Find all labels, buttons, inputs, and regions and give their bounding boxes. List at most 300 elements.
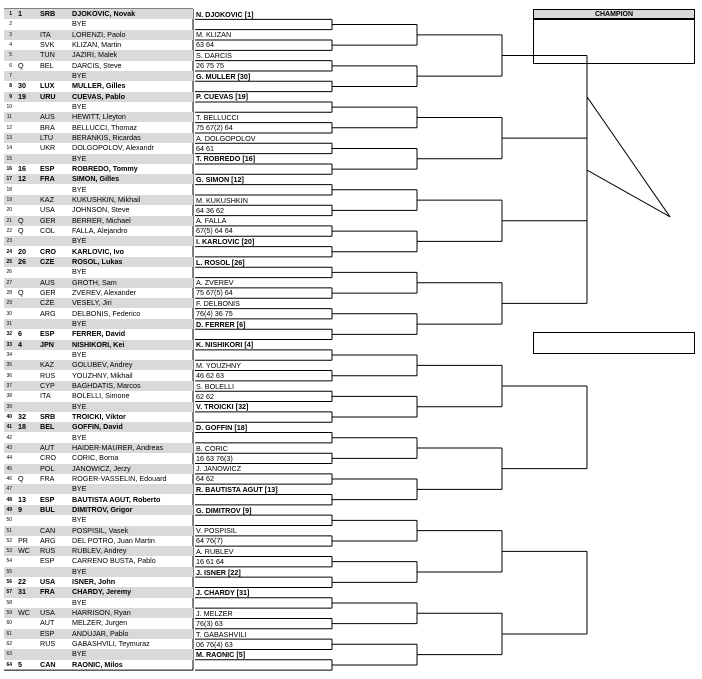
- player-name: CORIC, Borna: [72, 453, 119, 463]
- draw-number: 2: [9, 21, 12, 28]
- player-name: YOUZHNY, Mikhail: [72, 370, 133, 380]
- draw-row: [4, 9, 193, 19]
- draw-number: 8: [9, 83, 12, 90]
- round2-score: 76(4) 36 75: [196, 309, 233, 319]
- draw-number: 30: [6, 310, 12, 317]
- round2-winner: J. MELZER: [196, 608, 233, 618]
- player-name: HEWITT, Lleyton: [72, 112, 126, 122]
- draw-number: 10: [6, 103, 12, 110]
- draw-number: 41: [6, 424, 12, 431]
- draw-number: 40: [6, 413, 12, 420]
- seed-label: 31: [18, 587, 26, 597]
- draw-number: 57: [6, 589, 12, 596]
- round2-winner: S. BOLELLI: [196, 381, 234, 391]
- country-code: BUL: [40, 504, 55, 514]
- player-name: DELBONIS, Federico: [72, 308, 141, 318]
- country-code: LTU: [40, 132, 54, 142]
- player-name: BYE: [72, 597, 87, 607]
- player-name: KLIZAN, Martin: [72, 39, 122, 49]
- draw-number: 1: [9, 11, 12, 17]
- draw-number: 56: [6, 579, 12, 586]
- round2-score: 16 63 76(3): [196, 453, 233, 463]
- player-name: BOLELLI, Simone: [72, 391, 130, 401]
- player-name: KARLOVIC, Ivo: [72, 246, 124, 256]
- draw-row: [4, 422, 193, 432]
- round2-score: 26 75 75: [196, 61, 224, 71]
- player-name: RUBLEV, Andrey: [72, 546, 127, 556]
- draw-row: [4, 205, 193, 215]
- draw-row: [4, 309, 193, 319]
- draw-row: [4, 267, 193, 277]
- draw-row: [4, 19, 193, 29]
- draw-number: 55: [6, 568, 12, 575]
- country-code: CZE: [40, 256, 55, 266]
- draw-row: [4, 515, 193, 525]
- player-name: BYE: [72, 432, 87, 442]
- draw-number: 43: [6, 444, 12, 451]
- draw-row: [4, 391, 193, 401]
- player-name: JOHNSON, Steve: [72, 205, 130, 215]
- player-name: DIMITROV, Grigor: [72, 504, 133, 514]
- draw-number: 31: [6, 320, 12, 327]
- draw-row: [4, 278, 193, 288]
- country-code: USA: [40, 608, 55, 618]
- round2-score: 64 36 62: [196, 205, 224, 215]
- seed-label: 16: [18, 163, 26, 173]
- draw-row: [4, 526, 193, 536]
- draw-number: 64: [6, 661, 12, 668]
- draw-number: 59: [6, 610, 12, 617]
- player-name: CHARDY, Jeremy: [72, 587, 132, 597]
- draw-row: [4, 402, 193, 412]
- seed-label: 5: [18, 659, 22, 669]
- draw-number: 27: [6, 279, 12, 286]
- draw-number: 38: [6, 393, 12, 400]
- draw-number: 5: [9, 52, 12, 59]
- player-name: FALLA, Alejandro: [72, 225, 128, 235]
- seed-label: Q: [18, 60, 24, 70]
- draw-number: 4: [9, 41, 12, 48]
- final-box: [533, 332, 695, 354]
- country-code: ESP: [40, 628, 55, 638]
- player-name: HAIDER-MAURER, Andreas: [72, 442, 164, 452]
- seed-label: 30: [18, 81, 26, 91]
- seed-label: 13: [18, 494, 26, 504]
- country-code: LUX: [40, 81, 55, 91]
- round2-score: 46 62 63: [196, 371, 224, 381]
- country-code: AUT: [40, 442, 55, 452]
- player-name: BYE: [72, 236, 87, 246]
- draw-number: 35: [6, 362, 12, 369]
- round2-score: 75 67(2) 64: [196, 123, 233, 133]
- seed-label: 20: [18, 246, 26, 256]
- round2-winner: L. ROSOL [26]: [196, 257, 245, 267]
- draw-number: 7: [9, 72, 12, 79]
- draw-row: [4, 577, 193, 587]
- round2-winner: M. KLIZAN: [196, 30, 232, 40]
- country-code: ARG: [40, 535, 56, 545]
- draw-row: [4, 556, 193, 566]
- seed-label: 19: [18, 91, 26, 101]
- draw-row: [4, 50, 193, 60]
- player-name: BYE: [72, 484, 87, 494]
- draw-number: 49: [6, 506, 12, 513]
- round2-winner: T. BELLUCCI: [196, 113, 239, 123]
- draw-number: 34: [6, 351, 12, 358]
- round2-winner: J. JANOWICZ: [196, 464, 242, 474]
- draw-row: [4, 102, 193, 112]
- champion-label: CHAMPION: [533, 9, 695, 19]
- player-name: VESELY, Jiri: [72, 298, 112, 308]
- round2-winner: I. KARLOVIC [20]: [196, 237, 255, 247]
- draw-row: [4, 133, 193, 143]
- player-name: ROSOL, Lukas: [72, 256, 123, 266]
- draw-row: [4, 340, 193, 350]
- player-name: ANDUJAR, Pablo: [72, 628, 129, 638]
- draw-number: 17: [6, 176, 12, 183]
- draw-number: 47: [6, 486, 12, 493]
- player-name: BYE: [72, 70, 87, 80]
- round2-winner: D. FERRER [6]: [196, 319, 246, 329]
- draw-row: [4, 660, 193, 670]
- player-name: CARRENO BUSTA, Pablo: [72, 556, 156, 566]
- draw-number: 25: [6, 258, 12, 265]
- player-name: BAGHDATIS, Marcos: [72, 380, 141, 390]
- draw-row: [4, 453, 193, 463]
- draw-row: [4, 412, 193, 422]
- country-code: USA: [40, 577, 56, 587]
- draw-row: [4, 174, 193, 184]
- player-name: ZVEREV, Alexander: [72, 287, 137, 297]
- country-code: AUT: [40, 618, 55, 628]
- country-code: TUN: [40, 50, 55, 60]
- country-code: FRA: [40, 174, 55, 184]
- seed-label: 32: [18, 411, 26, 421]
- seed-label: 12: [18, 174, 26, 184]
- draw-number: 62: [6, 641, 12, 648]
- draw-row: [4, 360, 193, 370]
- player-name: BERANKIS, Ricardas: [72, 132, 141, 142]
- draw-row: [4, 639, 193, 649]
- player-name: NISHIKORI, Kei: [72, 339, 125, 349]
- player-name: ROBREDO, Tommy: [72, 163, 138, 173]
- draw-number: 22: [6, 227, 12, 234]
- player-name: RAONIC, Milos: [72, 659, 123, 669]
- draw-row: [4, 371, 193, 381]
- draw-number: 45: [6, 465, 12, 472]
- round2-winner: V. POSPISIL: [196, 526, 237, 536]
- country-code: POL: [40, 463, 55, 473]
- round2-winner: B. CORIC: [196, 443, 228, 453]
- draw-row: [4, 81, 193, 91]
- player-name: BYE: [72, 19, 87, 29]
- round2-score: 64 76(7): [196, 536, 223, 546]
- round2-score: 06 76(4) 63: [196, 639, 233, 649]
- player-name: BYE: [72, 267, 87, 277]
- draw-number: 32: [6, 331, 12, 338]
- round2-score: 64 61: [196, 143, 214, 153]
- round2-winner: N. DJOKOVIC [1]: [196, 9, 254, 19]
- round2-winner: T. ROBREDO [16]: [196, 154, 256, 164]
- draw-number: 36: [6, 372, 12, 379]
- seed-label: 26: [18, 256, 26, 266]
- draw-row: [4, 484, 193, 494]
- country-code: UKR: [40, 143, 56, 153]
- draw-row: [4, 61, 193, 71]
- bracket-line: [587, 97, 670, 217]
- draw-number: 61: [6, 630, 12, 637]
- seed-label: Q: [18, 225, 24, 235]
- country-code: SVK: [40, 39, 55, 49]
- draw-row: [4, 143, 193, 153]
- country-code: CRO: [40, 246, 56, 256]
- draw-number: 16: [6, 165, 12, 172]
- draw-number: 52: [6, 537, 12, 544]
- country-code: FRA: [40, 473, 55, 483]
- draw-number: 37: [6, 382, 12, 389]
- round2-score: 67(5) 64 64: [196, 226, 233, 236]
- player-name: CUEVAS, Pablo: [72, 91, 125, 101]
- country-code: CRO: [40, 453, 56, 463]
- draw-number: 46: [6, 475, 12, 482]
- seed-label: Q: [18, 473, 24, 483]
- round2-score: 63 64: [196, 40, 214, 50]
- round2-winner: D. GOFFIN [18]: [196, 423, 248, 433]
- country-code: JPN: [40, 339, 54, 349]
- draw-number: 23: [6, 238, 12, 245]
- player-name: ROGER-VASSELIN, Edouard: [72, 473, 167, 483]
- player-name: BERRER, Michael: [72, 215, 131, 225]
- draw-row: [4, 319, 193, 329]
- round2-winner: G. MULLER [30]: [196, 71, 251, 81]
- country-code: CYP: [40, 380, 55, 390]
- player-name: KUKUSHKIN, Mikhail: [72, 194, 141, 204]
- draw-row: [4, 608, 193, 618]
- draw-number: 24: [6, 248, 12, 255]
- player-name: BAUTISTA AGUT, Roberto: [72, 494, 161, 504]
- round2-score: 76(3) 63: [196, 618, 223, 628]
- draw-row: [4, 247, 193, 257]
- draw-row: [4, 598, 193, 608]
- draw-row: [4, 236, 193, 246]
- seed-label: 1: [18, 9, 22, 18]
- draw-row: [4, 474, 193, 484]
- seed-label: 9: [18, 504, 22, 514]
- bracket-line: [587, 170, 670, 217]
- draw-row: [4, 381, 193, 391]
- country-code: ESP: [40, 494, 55, 504]
- country-code: COL: [40, 225, 55, 235]
- player-name: BYE: [72, 401, 87, 411]
- draw-row: [4, 288, 193, 298]
- country-code: CZE: [40, 298, 55, 308]
- round2-winner: V. TROICKI [32]: [196, 402, 249, 412]
- player-name: DARCIS, Steve: [72, 60, 122, 70]
- player-name: TROICKI, Viktor: [72, 411, 126, 421]
- draw-row: [4, 350, 193, 360]
- draw-row: [4, 123, 193, 133]
- draw-number: 19: [6, 196, 12, 203]
- country-code: URU: [40, 91, 56, 101]
- draw-row: [4, 30, 193, 40]
- player-name: JANOWICZ, Jerzy: [72, 463, 131, 473]
- country-code: RUS: [40, 639, 56, 649]
- player-name: GROTH, Sam: [72, 277, 117, 287]
- player-name: DJOKOVIC, Novak: [72, 9, 136, 18]
- draw-row: [4, 649, 193, 659]
- round2-winner: M. RAONIC [5]: [196, 650, 246, 660]
- player-name: GOLUBEV, Andrey: [72, 360, 133, 370]
- draw-number: 11: [6, 114, 12, 121]
- player-name: BYE: [72, 153, 87, 163]
- round2-winner: S. DARCIS: [196, 51, 232, 61]
- draw-number: 63: [6, 651, 12, 658]
- country-code: KAZ: [40, 194, 54, 204]
- country-code: BEL: [40, 60, 54, 70]
- country-code: KAZ: [40, 360, 54, 370]
- player-name: SIMON, Gilles: [72, 174, 120, 184]
- round2-winner: M. KUKUSHKIN: [196, 195, 248, 205]
- round2-winner: F. DELBONIS: [196, 299, 240, 309]
- draw-row: [4, 567, 193, 577]
- draw-row: [4, 546, 193, 556]
- country-code: CAN: [40, 659, 56, 669]
- player-name: GABASHVILI, Teymuraz: [72, 639, 150, 649]
- player-name: LORENZI, Paolo: [72, 29, 126, 39]
- round2-score: 75 67(5) 64: [196, 288, 233, 298]
- player-name: BYE: [72, 649, 87, 659]
- draw-row: [4, 71, 193, 81]
- player-name: BYE: [72, 184, 87, 194]
- seed-label: 22: [18, 577, 26, 587]
- country-code: ESP: [40, 163, 55, 173]
- draw-row: [4, 443, 193, 453]
- draw-row: [4, 433, 193, 443]
- player-name: BYE: [72, 101, 87, 111]
- draw-row: [4, 92, 193, 102]
- player-name: BYE: [72, 349, 87, 359]
- country-code: AUS: [40, 112, 55, 122]
- draw-row: [4, 629, 193, 639]
- seed-label: WC: [18, 546, 30, 556]
- seed-label: 18: [18, 422, 26, 432]
- draw-number: 42: [6, 434, 12, 441]
- country-code: USA: [40, 205, 55, 215]
- country-code: RUS: [40, 370, 56, 380]
- player-name: DEL POTRO, Juan Martin: [72, 535, 155, 545]
- round2-winner: G. SIMON [12]: [196, 175, 244, 185]
- draw-number: 20: [6, 207, 12, 214]
- country-code: GER: [40, 215, 56, 225]
- draw-number: 9: [9, 93, 12, 100]
- draw-row: [4, 587, 193, 597]
- draw-number: 26: [6, 269, 12, 276]
- round2-winner: A. ZVEREV: [196, 278, 234, 288]
- seed-label: 6: [18, 329, 22, 339]
- draw-number: 53: [6, 548, 12, 555]
- draw-number: 54: [6, 558, 12, 565]
- round2-winner: J. CHARDY [31]: [196, 588, 250, 598]
- round2-winner: A. FALLA: [196, 216, 227, 226]
- country-code: ARG: [40, 308, 56, 318]
- draw-row: [4, 112, 193, 122]
- draw-number: 6: [9, 62, 12, 69]
- country-code: SRB: [40, 9, 56, 18]
- draw-number: 33: [6, 341, 12, 348]
- round2-winner: T. GABASHVILI: [196, 629, 247, 639]
- draw-row: [4, 505, 193, 515]
- draw-number: 13: [6, 134, 12, 141]
- draw-row: [4, 298, 193, 308]
- draw-number: 48: [6, 496, 12, 503]
- draw-number: 50: [6, 517, 12, 524]
- draw-number: 39: [6, 403, 12, 410]
- round2-winner: P. CUEVAS [19]: [196, 92, 249, 102]
- draw-number: 21: [6, 217, 12, 224]
- round2-winner: A. RUBLEV: [196, 546, 234, 556]
- draw-row: [4, 195, 193, 205]
- draw-row: [4, 226, 193, 236]
- country-code: BEL: [40, 422, 55, 432]
- country-code: GER: [40, 287, 56, 297]
- country-code: FRA: [40, 587, 55, 597]
- draw-row: [4, 154, 193, 164]
- player-name: POSPISIL, Vasek: [72, 525, 129, 535]
- player-name: FERRER, David: [72, 329, 126, 339]
- player-name: GOFFIN, David: [72, 422, 123, 432]
- draw-number: 12: [6, 124, 12, 131]
- draw-number: 3: [9, 31, 12, 38]
- seed-label: WC: [18, 608, 30, 618]
- player-name: MULLER, Gilles: [72, 81, 126, 91]
- round2-winner: J. ISNER [22]: [196, 567, 241, 577]
- draw-number: 51: [6, 527, 12, 534]
- player-name: HARRISON, Ryan: [72, 608, 131, 618]
- player-name: BELLUCCI, Thomaz: [72, 122, 137, 132]
- country-code: SRB: [40, 411, 56, 421]
- round2-score: 64 62: [196, 474, 214, 484]
- draw-row: [4, 329, 193, 339]
- draw-row: [4, 40, 193, 50]
- round2-winner: A. DOLGOPOLOV: [196, 133, 256, 143]
- draw-number: 60: [6, 620, 12, 627]
- seed-label: Q: [18, 287, 24, 297]
- draw-number: 15: [6, 155, 12, 162]
- country-code: BRA: [40, 122, 55, 132]
- round2-score: 16 61 64: [196, 556, 224, 566]
- draw-number: 44: [6, 455, 12, 462]
- round2-winner: M. YOUZHNY: [196, 361, 241, 371]
- seed-label: PR: [18, 535, 28, 545]
- round2-winner: G. DIMITROV [9]: [196, 505, 252, 515]
- country-code: RUS: [40, 546, 56, 556]
- country-code: CAN: [40, 525, 56, 535]
- seed-label: Q: [18, 215, 24, 225]
- player-name: BYE: [72, 318, 87, 328]
- draw-number: 18: [6, 186, 12, 193]
- draw-row: [4, 536, 193, 546]
- draw-row: [4, 216, 193, 226]
- draw-row: [4, 464, 193, 474]
- round2-winner: R. BAUTISTA AGUT [13]: [196, 485, 278, 494]
- draw-row: [4, 495, 193, 505]
- player-name: ISNER, John: [72, 577, 116, 587]
- player-name: BYE: [72, 515, 87, 525]
- draw-number: 29: [6, 300, 12, 307]
- player-name: JAZIRI, Malek: [72, 50, 118, 60]
- player-name: MELZER, Jurgen: [72, 618, 128, 628]
- country-code: AUS: [40, 277, 55, 287]
